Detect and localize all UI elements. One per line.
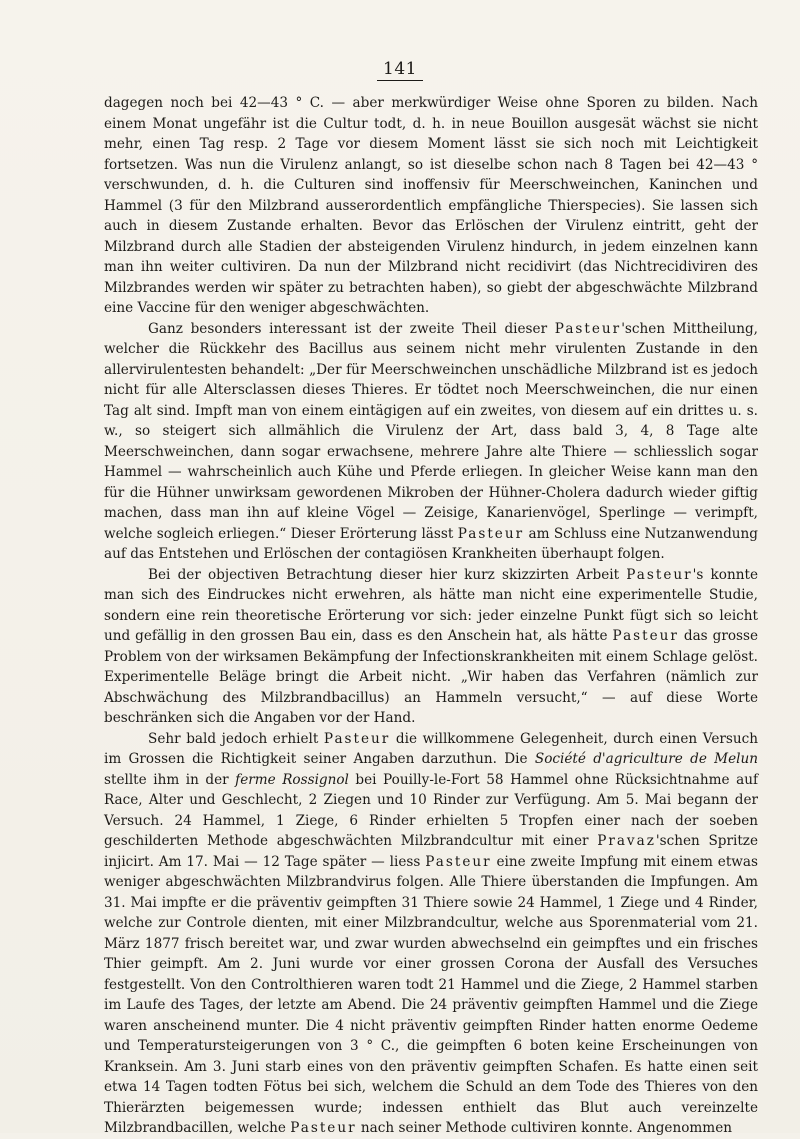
text-segment: Ganz besonders interessant ist der zweite Theil dieser xyxy=(148,320,555,337)
text-segment: bei Pouilly-le-Fort 58 Hammel ohne Rücksichtnahme auf Race, Alter und Geschlecht, 2 Ziegen und 10 Rinder zur Verfügung. Am 5. Mai begann der Versuch. 24 Hammel, 1 Ziege, 6 Rinder erhielten 5 Tropfen einer nach der soeben geschilderten Methode abgeschwächten Milzbrandcultur mit einer xyxy=(104,771,758,849)
paragraph xyxy=(104,93,758,319)
spaced-name: Pasteur xyxy=(612,628,679,644)
paragraph xyxy=(104,565,758,729)
spaced-name: Pasteur xyxy=(626,566,693,583)
spaced-name: Pasteur xyxy=(457,525,525,542)
text-segment: 's konnte man sich des Eindruckes nicht erwehren, als hätte man nicht eine experimentelle Studie, sondern eine rein theoretische Erörterung vor sich: jeder einzelne Punkt fügt sich so leicht und gefällig in den grossen Bau ein, dass es den Anschein hat, als hätte xyxy=(104,566,758,644)
page-number-text: 141 xyxy=(377,59,423,81)
text-segment: nach seiner Methode cultiviren konnte. Angenommen xyxy=(356,1120,732,1136)
text-segment: am Schluss eine Nutzanwendung auf das Entstehen und Erlöschen der contagiösen Krankheiten überhaupt folgen. xyxy=(104,525,758,562)
text-segment: 'schen Mittheilung, welcher die Rückkehr des Bacillus aus seinem nicht mehr virulenten Zustande in den allervirulentesten behandelt: „Der für Meerschweinchen unschädliche Milzbrand ist es jedoch nicht für alle Altersclassen dieses Thieres. Er tödtet noch Meerschweinchen, die nur einen Tag alt sind. Impft man von einem eintägigen auf ein zweites, von diesem auf ein drittes u. s. w., so steigert sich allmählich die Virulenz der Art, dass bald 3, 4, 8 Tage alte Meerschweinchen, dann sogar erwachsene, mehrere Jahre alte Thiere — schliesslich sogar Hammel — wahrscheinlich auch Kühe und Pferde erliegen. In gleicher Weise kann man den für die Hühner unwirksam gewordenen Mikroben der Hühner-Cholera dadurch wieder giftig machen, dass man ihn auf kleine Vögel — Zeisige, Kanarienvögel, Sperlinge — verimpft, welche sogleich erliegen.“ Dieser Erörterung lässt xyxy=(104,320,758,542)
spaced-name: Pasteur xyxy=(425,853,492,870)
text-segment: Bei der objectiven Betrachtung dieser hier kurz skizzirten Arbeit xyxy=(148,566,627,583)
page-number xyxy=(0,59,800,81)
text-segment: das grosse Problem von der wirksamen Bekämpfung der Infectionskrankheiten mit einem Schlage gelöst. Experimentelle Beläge bringt die Arbeit nicht. „Wir haben das Verfahren (nämlich zur Abschwächung des Milzbrandbacillus) an Hammeln versucht,“ — auf diese Worte beschränken sich die Angaben vor der Hand. xyxy=(104,628,758,726)
text-segment: die willkommene Gelegenheit, durch einen Versuch im Grossen die Richtigkeit seiner Angaben darzuthun. Die xyxy=(104,730,758,767)
spaced-name: Pasteur xyxy=(554,320,622,337)
text-segment: Sehr bald jedoch erhielt xyxy=(148,730,324,747)
paragraph xyxy=(104,319,758,565)
text-segment: stellte ihm in der xyxy=(104,771,236,788)
text-segment: eine zweite Impfung mit einem etwas weniger abgeschwächten Milzbrandvirus folgen. Alle Thiere überstanden die Impfungen. Am 31. Mai impfte er die präventiv geimpften 31 Thiere sowie 24 Hammel, 1 Ziege und 4 Rinder, welche zur Controle dienten, mit einer Milzbrandcultur, welche aus Sporenmaterial vom 21. März 1877 frisch bereitet war, und zwar wurden abwechselnd ein geimpftes und ein frisches Thier geimpft. Am 2. Juni wurde vor einer grossen Corona der Ausfall des Versuches festgestellt. Von den Controlthieren waren todt 21 Hammel und die Ziege, 2 Hammel starben im Laufe des Tages, der letzte am Abend. Die 24 präventiv geimpften Hammel und die Ziege waren anscheinend munter. Die 4 nicht präventiv geimpften Rinder hatten enorme Oedeme und Temperatursteigerungen von 3 ° C., die geimpften 6 boten keine Erscheinungen von Kranksein. Am 3. Juni starb eines von den präventiv geimpften Schafen. Es hatte einen seit etwa 14 Tagen todten Fötus bei sich, welchem die Schuld an dem Tode des Thieres von den Thierärzten beigemessen wurde; indessen enthielt das Blut auch vereinzelte Milzbrandbacillen, welche xyxy=(104,853,758,1136)
body-text xyxy=(104,93,758,1139)
spaced-name: Pasteur xyxy=(323,730,391,747)
italic-text: Société d'agriculture de Melun xyxy=(534,751,759,767)
italic-text: ferme Rossignol xyxy=(235,771,349,788)
spaced-name: Pravaz xyxy=(597,833,656,849)
text-segment: dagegen noch bei 42—43 ° C. — aber merkwürdiger Weise ohne Sporen zu bilden. Nach einem Monat ungefähr ist die Cultur todt, d. h. in neue Bouillon ausgesät wächst sie nicht mehr, einen Tag resp. 2 Tage vor diesem Moment lässt sie sich noch mit Leichtigkeit fortsetzen. Was nun die Virulenz anlangt, so ist dieselbe schon nach 8 Tagen bei 42—43 ° verschwunden, d. h. die Culturen sind inoffensiv für Meerschweinchen, Kaninchen und Hammel (3 für den Milzbrand ausserordentlich empfängliche Thierspecies). Sie lassen sich auch in diesem Zustande erhalten. Bevor das Erlöschen der Virulenz eintritt, geht der Milzbrand durch alle Stadien der absteigenden Virulenz hindurch, in jedem einzelnen kann man ihn weiter cultiviren. Da nun der Milzbrand nicht recidivirt (das Nichtrecidiviren des Milzbrandes werden wir später zu betrachten haben), so giebt der abgeschwächte Milzbrand eine Vaccine für den weniger abgeschwächten. xyxy=(104,95,758,316)
text-segment: 'schen Spritze injicirt. Am 17. Mai — 12 Tage später — liess xyxy=(104,833,758,870)
paragraph xyxy=(104,729,758,1139)
spaced-name: Pasteur xyxy=(290,1120,357,1136)
